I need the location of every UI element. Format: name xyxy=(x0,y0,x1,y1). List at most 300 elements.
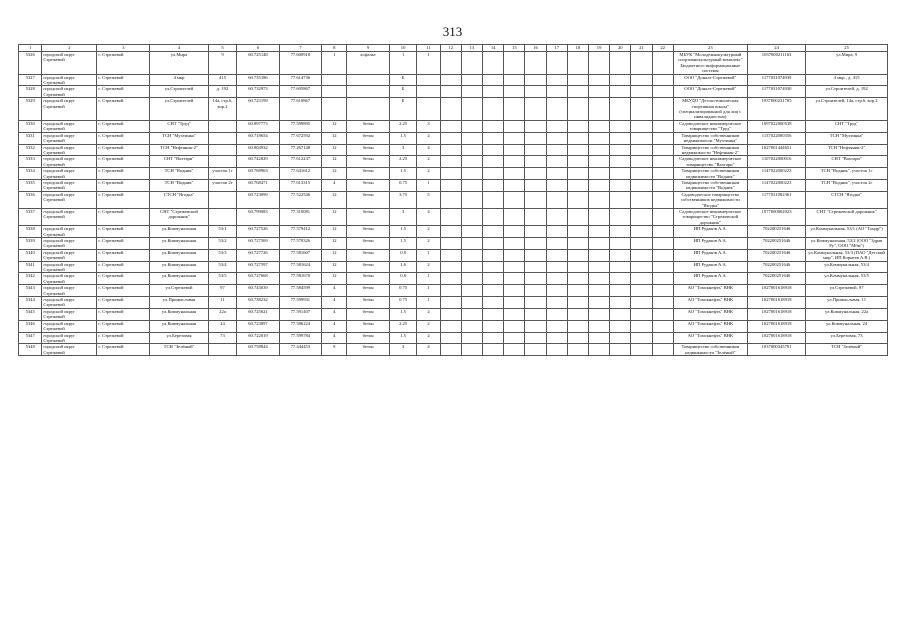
table-cell: 3 xyxy=(389,208,417,225)
table-cell: г. Стрежевой xyxy=(97,208,150,225)
table-cell: 12 xyxy=(322,261,347,273)
table-cell: 1027001444651 xyxy=(747,144,805,156)
table-cell xyxy=(440,98,461,121)
table-cell xyxy=(504,144,525,156)
table-cell: г. Стрежевой xyxy=(97,86,150,98)
table-cell xyxy=(652,144,673,156)
table-cell: Товарищество собственников недвижимости "Нефтяник-2" xyxy=(673,144,747,156)
table-cell: 77.584599 xyxy=(279,285,321,297)
table-cell: 5327 xyxy=(19,74,42,86)
table-cell: Садоводческое некоммерческое товарищество "Стрежевской дорожник" xyxy=(673,208,747,225)
table-cell xyxy=(440,238,461,250)
table-cell xyxy=(610,179,631,191)
column-header: 10 xyxy=(389,45,417,52)
table-cell xyxy=(208,132,237,144)
table-cell: городской округ Стрежевой xyxy=(42,208,97,225)
table-cell xyxy=(440,320,461,332)
table-cell: бетон xyxy=(347,168,389,180)
table-cell xyxy=(461,208,482,225)
table-cell: 77.614736 xyxy=(279,74,321,86)
table-cell xyxy=(567,261,588,273)
column-header: 3 xyxy=(97,45,150,52)
table-cell xyxy=(504,208,525,225)
column-header: 8 xyxy=(322,45,347,52)
table-cell xyxy=(652,98,673,121)
table-cell: 1.5 xyxy=(389,226,417,238)
table-cell: 702200251646 xyxy=(747,226,805,238)
table-cell xyxy=(546,261,567,273)
table-cell xyxy=(440,208,461,225)
table-cell xyxy=(567,191,588,208)
table-cell: Товарищество собственников недвижимости "Водник" xyxy=(673,168,747,180)
table-cell xyxy=(504,168,525,180)
table-cell: г. Стрежевой xyxy=(97,132,150,144)
table-cell xyxy=(525,226,546,238)
table-cell: бетон xyxy=(347,132,389,144)
table-cell xyxy=(504,74,525,86)
table-cell: 4 xyxy=(322,285,347,297)
table-cell xyxy=(546,297,567,309)
table-cell: 5 xyxy=(417,191,440,208)
column-header: 16 xyxy=(525,45,546,52)
table-cell: МБУДО "Детско-юношеская спортивная школа" (специализированной для лиц с инвалидностью) xyxy=(673,98,747,121)
table-cell xyxy=(589,52,610,75)
table-cell: Товарищество собственников недвижимости "Водник" xyxy=(673,179,747,191)
table-cell: городской округ Стрежевой xyxy=(42,168,97,180)
table-cell: 4 xyxy=(322,308,347,320)
table-cell xyxy=(652,179,673,191)
table-cell xyxy=(631,285,652,297)
table-cell xyxy=(631,132,652,144)
table-cell: 4 мкр xyxy=(150,74,208,86)
table-cell xyxy=(631,179,652,191)
table-cell xyxy=(461,238,482,250)
table-cell xyxy=(631,297,652,309)
table-cell: 4 xyxy=(322,320,347,332)
table-row xyxy=(19,297,888,309)
table-cell xyxy=(546,191,567,208)
table-cell xyxy=(483,144,504,156)
table-cell xyxy=(461,273,482,285)
table-cell: 4 мкр., д. 415 xyxy=(806,74,888,86)
table-cell: 4 xyxy=(322,332,347,344)
table-cell xyxy=(483,120,504,132)
table-cell xyxy=(610,273,631,285)
table-cell xyxy=(546,238,567,250)
table-cell: 60.725148 xyxy=(237,52,279,75)
table-cell: г. Стрежевой xyxy=(97,297,150,309)
table-cell xyxy=(504,238,525,250)
table-cell xyxy=(589,297,610,309)
table-cell: городской округ Стрежевой xyxy=(42,52,97,75)
table-cell xyxy=(567,98,588,121)
table-cell xyxy=(652,168,673,180)
registry-table xyxy=(18,44,888,356)
table-cell xyxy=(483,86,504,98)
table-cell xyxy=(461,297,482,309)
table-cell xyxy=(589,249,610,261)
table-cell xyxy=(504,132,525,144)
table-cell xyxy=(440,74,461,86)
column-header: 7 xyxy=(279,45,321,52)
table-cell: 0.75 xyxy=(389,285,417,297)
table-cell: городской округ Стрежевой xyxy=(42,120,97,132)
table-cell xyxy=(631,168,652,180)
table-cell xyxy=(525,179,546,191)
table-cell xyxy=(631,273,652,285)
table-cell xyxy=(461,320,482,332)
table-cell: г. Стрежевой xyxy=(97,320,150,332)
table-row xyxy=(19,208,888,225)
table-cell: 77.586224 xyxy=(279,320,321,332)
table-cell xyxy=(567,332,588,344)
table-cell xyxy=(483,308,504,320)
table-cell xyxy=(461,98,482,121)
table-cell: 1 xyxy=(389,52,417,75)
table-cell: ул.Коммунальная xyxy=(150,308,208,320)
column-header: 18 xyxy=(567,45,588,52)
table-cell xyxy=(461,249,482,261)
table-cell xyxy=(440,226,461,238)
table-cell: 1.5 xyxy=(389,168,417,180)
table-cell: участок 1г xyxy=(208,168,237,180)
table-cell: 77.599895 xyxy=(279,120,321,132)
table-cell xyxy=(652,156,673,168)
table-cell: 1027001618918 xyxy=(747,308,805,320)
table-cell xyxy=(483,238,504,250)
table-cell xyxy=(440,308,461,320)
table-cell: городской округ Стрежевой xyxy=(42,179,97,191)
table-cell: 5341 xyxy=(19,261,42,273)
table-cell: 60.742829 xyxy=(237,156,279,168)
table-cell: 1027001618918 xyxy=(747,332,805,344)
table-cell: 1 xyxy=(417,52,440,75)
table-cell: 60.743039 xyxy=(237,285,279,297)
table-cell: 60.723897 xyxy=(237,320,279,332)
table-cell: ИП Рудаков А.А. xyxy=(673,238,747,250)
table-cell: 12 xyxy=(322,144,347,156)
table-cell: 1147022000223 xyxy=(747,168,805,180)
table-cell: 77.605867 xyxy=(279,86,321,98)
table-cell xyxy=(589,238,610,250)
table-cell xyxy=(525,191,546,208)
table-cell: 77.591407 xyxy=(279,308,321,320)
table-cell xyxy=(631,238,652,250)
table-row xyxy=(19,344,888,356)
table-cell: 1177031074930 xyxy=(747,86,805,98)
table-cell xyxy=(652,261,673,273)
table-cell xyxy=(567,52,588,75)
table-cell: 77.599784 xyxy=(279,332,321,344)
table-cell xyxy=(525,86,546,98)
table-cell: 4 xyxy=(417,208,440,225)
table-cell xyxy=(504,332,525,344)
table-cell: СНТ "Труд" xyxy=(150,120,208,132)
table-cell: Б xyxy=(389,86,417,98)
table-cell xyxy=(567,249,588,261)
table-cell: 2 xyxy=(417,308,440,320)
table-cell: Садоводческое некоммерческое товарищество "Труд" xyxy=(673,120,747,132)
table-cell: 5328 xyxy=(19,86,42,98)
table-cell: 1107022000016 xyxy=(747,156,805,168)
table-cell: 60.738232 xyxy=(237,297,279,309)
table-cell xyxy=(208,144,237,156)
table-cell xyxy=(589,308,610,320)
table-cell: 0.8 xyxy=(389,249,417,261)
table-cell: городской округ Стрежевой xyxy=(42,98,97,121)
table-cell xyxy=(461,308,482,320)
table-cell: 2 xyxy=(417,168,440,180)
table-cell xyxy=(483,74,504,86)
table-cell xyxy=(546,132,567,144)
table-cell: г. Стрежевой xyxy=(97,191,150,208)
table-cell: 1 xyxy=(417,179,440,191)
table-cell: 60.727726 xyxy=(237,249,279,261)
table-cell: г. Стрежевой xyxy=(97,332,150,344)
table-cell xyxy=(652,52,673,75)
table-cell: 9 xyxy=(208,52,237,75)
table-row xyxy=(19,308,888,320)
table-cell: 2 xyxy=(417,132,440,144)
table-cell: МБУК "Молодежнокультурный спортивнокультурный комплекс" Бюджетного информационные системы xyxy=(673,52,747,75)
table-cell xyxy=(546,86,567,98)
table-cell xyxy=(440,344,461,356)
table-cell xyxy=(504,191,525,208)
table-cell xyxy=(440,156,461,168)
table-cell xyxy=(461,226,482,238)
table-cell: 4 xyxy=(417,344,440,356)
column-header: 1 xyxy=(19,45,42,52)
table-cell: 3 xyxy=(389,144,417,156)
table-cell xyxy=(567,273,588,285)
table-row xyxy=(19,98,888,121)
table-cell xyxy=(567,308,588,320)
table-cell: 60.723199 xyxy=(237,98,279,121)
table-cell xyxy=(589,344,610,356)
table-cell: 5343 xyxy=(19,285,42,297)
table-cell: 2 xyxy=(417,238,440,250)
table-cell xyxy=(440,285,461,297)
table-cell: 1077000002023 xyxy=(747,208,805,225)
column-header: 14 xyxy=(483,45,504,52)
table-cell: 60.727668 xyxy=(237,273,279,285)
table-cell xyxy=(589,120,610,132)
table-cell: 12 xyxy=(322,156,347,168)
table-cell: 5339 xyxy=(19,238,42,250)
table-cell: 60.732973 xyxy=(237,86,279,98)
table-cell: Б xyxy=(389,74,417,86)
table-cell: г. Стрежевой xyxy=(97,156,150,168)
table-row xyxy=(19,332,888,344)
table-cell xyxy=(652,332,673,344)
table-row xyxy=(19,261,888,273)
table-cell xyxy=(208,208,237,225)
table-cell xyxy=(610,208,631,225)
table-cell xyxy=(440,273,461,285)
table-cell: г. Стрежевой xyxy=(97,120,150,132)
table-cell xyxy=(652,308,673,320)
table-cell xyxy=(610,344,631,356)
table-cell: 53/1 xyxy=(208,226,237,238)
table-cell: бетон xyxy=(347,191,389,208)
table-cell xyxy=(631,120,652,132)
table-cell: 702200251646 xyxy=(747,273,805,285)
table-cell: 77.444453 xyxy=(279,344,321,356)
table-cell xyxy=(504,120,525,132)
table-cell: 60.768471 xyxy=(237,179,279,191)
table-cell xyxy=(525,308,546,320)
table-cell: ТСН "Водник", участок 1г xyxy=(806,168,888,180)
table-cell: городской округ Стрежевой xyxy=(42,156,97,168)
table-cell: 2.25 xyxy=(389,120,417,132)
table-cell: бетон xyxy=(347,208,389,225)
table-cell xyxy=(589,179,610,191)
table-cell xyxy=(610,308,631,320)
table-cell: городской округ Стрежевой xyxy=(42,249,97,261)
table-cell: 77.310081 xyxy=(279,208,321,225)
table-cell: 1.5 xyxy=(389,332,417,344)
table-cell: бетон xyxy=(347,261,389,273)
table-cell: 1037000345791 xyxy=(747,344,805,356)
table-cell xyxy=(567,168,588,180)
table-cell xyxy=(546,226,567,238)
table-cell xyxy=(461,156,482,168)
table-cell: г. Стрежевой xyxy=(97,344,150,356)
table-cell xyxy=(652,191,673,208)
table-cell xyxy=(504,344,525,356)
table-cell: 1037000231785 xyxy=(747,98,805,121)
table-cell: городской округ Стрежевой xyxy=(42,320,97,332)
table-cell xyxy=(440,144,461,156)
table-cell xyxy=(567,238,588,250)
table-cell: 77.581607 xyxy=(279,249,321,261)
table-row xyxy=(19,52,888,75)
table-cell xyxy=(208,191,237,208)
table-cell: ул.Промысловая, 11 xyxy=(806,297,888,309)
table-cell: 53/5 xyxy=(208,273,237,285)
table-cell: городской округ Стрежевой xyxy=(42,273,97,285)
table-cell: г. Стрежевой xyxy=(97,98,150,121)
table-cell: ТСН "Зелёный" xyxy=(150,344,208,356)
table-cell xyxy=(546,208,567,225)
table-cell: 2 xyxy=(417,156,440,168)
table-cell xyxy=(417,86,440,98)
table-cell: 1097022000538 xyxy=(747,120,805,132)
table-cell xyxy=(440,297,461,309)
table-cell xyxy=(589,285,610,297)
table-cell xyxy=(208,156,237,168)
table-cell: г. Стрежевой xyxy=(97,273,150,285)
table-cell xyxy=(546,168,567,180)
table-cell xyxy=(461,144,482,156)
table-cell: АО "Томскнефть" ВНК xyxy=(673,285,747,297)
table-cell: городской округ Стрежевой xyxy=(42,132,97,144)
table-cell: 12 xyxy=(322,273,347,285)
table-cell xyxy=(440,86,461,98)
table-cell: 12 xyxy=(322,249,347,261)
table-cell xyxy=(504,249,525,261)
table-cell: городской округ Стрежевой xyxy=(42,332,97,344)
table-cell xyxy=(546,120,567,132)
table-cell: ТСН "Нефтяник-2" xyxy=(806,144,888,156)
table-cell: 5329 xyxy=(19,98,42,121)
table-cell xyxy=(525,320,546,332)
column-header: 2 xyxy=(42,45,97,52)
table-cell: ТСН "Мухтинка" xyxy=(150,132,208,144)
table-cell xyxy=(347,98,389,121)
table-cell: 60.718654 xyxy=(237,132,279,144)
table-cell xyxy=(461,179,482,191)
table-cell: 1147022000223 xyxy=(747,179,805,191)
table-cell: 2 xyxy=(417,332,440,344)
table-cell: 60.897773 xyxy=(237,120,279,132)
table-cell xyxy=(461,52,482,75)
table-cell xyxy=(440,120,461,132)
table-cell xyxy=(631,52,652,75)
table-cell: 24 xyxy=(208,320,237,332)
table-cell xyxy=(631,86,652,98)
table-cell xyxy=(589,226,610,238)
table-cell: 2 xyxy=(417,226,440,238)
table-cell: бетон xyxy=(347,156,389,168)
table-cell xyxy=(567,179,588,191)
table-cell: 60.725621 xyxy=(237,308,279,320)
table-cell: бетон xyxy=(347,249,389,261)
table-cell: 12 xyxy=(322,226,347,238)
table-cell: 1.5 xyxy=(389,132,417,144)
table-cell xyxy=(589,208,610,225)
table-cell: г. Стрежевой xyxy=(97,144,150,156)
table-cell xyxy=(589,98,610,121)
table-cell xyxy=(483,168,504,180)
table-cell: СНТ "Стрежевской дорожник" xyxy=(150,208,208,225)
table-cell: Товарищество собственников недвижимости "Зелёный" xyxy=(673,344,747,356)
table-cell: 53/2 xyxy=(208,238,237,250)
table-row xyxy=(19,168,888,180)
table-cell xyxy=(440,168,461,180)
table-cell: 22а xyxy=(208,308,237,320)
table-cell xyxy=(504,226,525,238)
table-cell xyxy=(631,74,652,86)
table-cell: ООО "Доналт-Стрежевой" xyxy=(673,74,747,86)
table-row xyxy=(19,156,888,168)
column-header: 12 xyxy=(440,45,461,52)
table-cell: 1027001618918 xyxy=(747,297,805,309)
table-cell: 4 xyxy=(417,144,440,156)
table-cell xyxy=(546,308,567,320)
column-header: 17 xyxy=(546,45,567,52)
table-cell: 5348 xyxy=(19,344,42,356)
table-cell: СНТ "Стрежевской дорожник" xyxy=(806,208,888,225)
table-cell xyxy=(525,297,546,309)
table-cell: ул.Коммунальная xyxy=(150,249,208,261)
table-cell xyxy=(610,120,631,132)
table-cell xyxy=(610,285,631,297)
table-cell xyxy=(567,144,588,156)
table-cell xyxy=(589,332,610,344)
column-header: 6 xyxy=(237,45,279,52)
table-cell: городской округ Стрежевой xyxy=(42,238,97,250)
table-cell: бетон xyxy=(347,179,389,191)
table-cell: 1 xyxy=(417,285,440,297)
table-cell: 2.25 xyxy=(389,156,417,168)
table-cell: ул.Строителей xyxy=(150,98,208,121)
table-row xyxy=(19,226,888,238)
table-body xyxy=(19,52,888,356)
table-cell: ул.Стрежевой, 97 xyxy=(806,285,888,297)
table-cell: бетон xyxy=(347,297,389,309)
table-cell: 5344 xyxy=(19,297,42,309)
